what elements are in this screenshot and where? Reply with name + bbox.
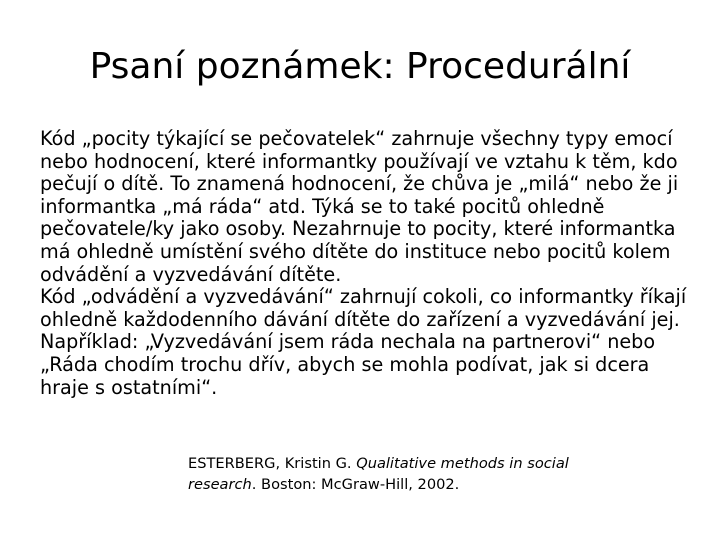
slide-title: Psaní poznámek: Procedurální (89, 46, 631, 87)
citation-work-title: Qualitative methods in social research (188, 455, 569, 493)
paragraph-dropoff-code: Kód „odvádění a vyzvedávání“ zahrnují cokoli, co informantky říkají ohledně každodenního dávání dítěte do zařízení a vyzvedávání jej. Například: „Vyzvedávání jsem ráda nechala na partnerovi“ nebo „Ráda chodím trochu dřív, abych se mohla podívat, jak si dcera hraje s ostatními“. (40, 285, 687, 399)
citation (188, 453, 608, 495)
slide-body (40, 128, 690, 399)
citation-author: ESTERBERG, Kristin G. (188, 455, 357, 472)
citation-publication: . Boston: McGraw-Hill, 2002. (251, 476, 460, 493)
paragraph-feelings-code: Kód „pocity týkající se pečovatelek“ zahrnuje všechny typy emocí nebo hodnocení, které informantky používají ve vztahu k těm, kdo pečují o dítě. To znamená hodnocení, že chůva je „milá“ nebo že ji informantka „má ráda“ atd. Týká se to také pocitů ohledně pečovatele/ky jako osoby. Nezahrnuje to pocity, které informantka má ohledně umístění svého dítěte do instituce nebo pocitů kolem odvádění a vyzvedávání dítěte. (40, 127, 679, 286)
